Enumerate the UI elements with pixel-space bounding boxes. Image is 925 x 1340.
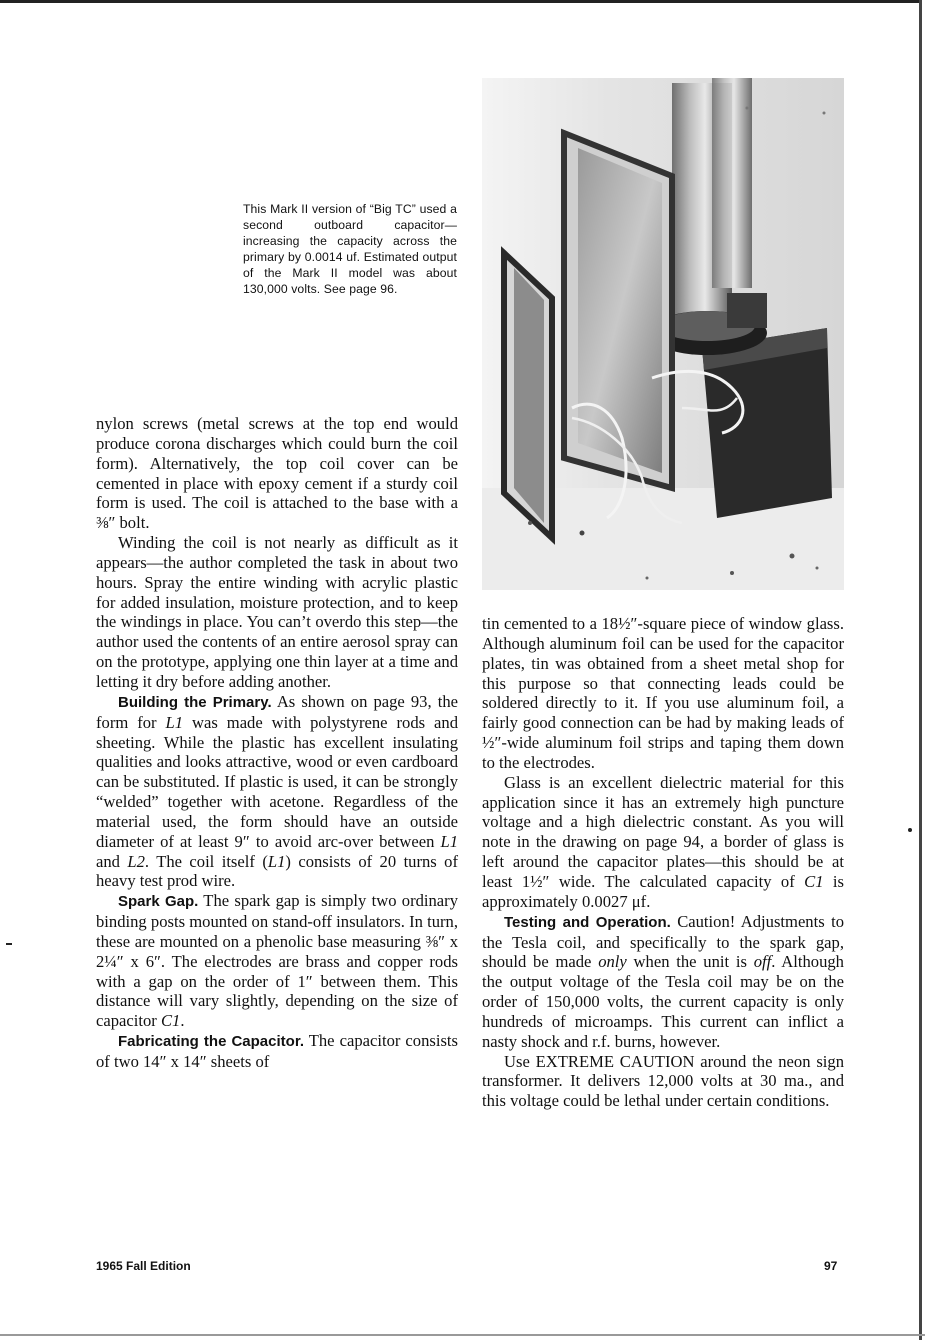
paragraph: nylon screws (metal screws at the top end would produce corona discharges which could burn the coil form). Alternatively, the top coil cover can be cemented in place with epoxy cement if a sturdy coil form is used. The coil is attached to the base with a ⅜″ bolt. (96, 414, 458, 533)
margin-mark (908, 828, 912, 832)
paragraph: Building the Primary. As shown on page 93, the form for L1 was made with polystyrene rods and sheeting. While the plastic has excellent insulating qualities and looks attractive, wood or even cardboard can be substituted. If plastic is used, it can be strongly “welded” together with acetone. Regardless of the material used, the form should have an outside diameter of at least 9″ to avoid arc-over between L1 and L2. The coil itself (L1) consists of 20 turns of heavy test prod wire. (96, 691, 459, 891)
paragraph: tin cemented to a 18½″-square piece of window glass. Although aluminum foil can be used for the capacitor plates, tin was obtained from a sheet metal shop for this purpose so that connecting leads could be soldered directly to it. If you use aluminum foil, a fairly good connection can be had by making leads of ½″-wide aluminum foil strips and taping them down to the electrodes. (482, 614, 844, 772)
paragraph: Winding the coil is not nearly as difficult as it appears—the author completed the task in about two hours. Spray the entire winding with acrylic plastic for added insulation, moisture protection, and to keep the windings in place. You can’t overdo this step—the author used the contents of an entire aerosol spray can on the prototype, applying one thin layer at a time and letting it dry before adding another. (96, 533, 458, 691)
photo-caption: This Mark II version of “Big TC” used a second outboard capacitor—increasing the capacity across the primary by 0.0014 uf. Estimated output of the Mark II model was about 130,000 volts. See page 96. (243, 202, 457, 296)
section-heading: Building the Primary. (118, 693, 272, 711)
left-column (96, 414, 458, 1072)
top-rule (0, 0, 920, 3)
paragraph: Fabricating the Capacitor. The capacitor consists of two 14″ x 14″ sheets of (96, 1031, 458, 1071)
margin-mark (6, 943, 12, 945)
paragraph: Glass is an excellent dielectric material for this application since it has an extremely high puncture voltage and a high dielectric constant. As you will note in the drawing on page 94, a border of glass is left around the capacitor plates—this should be at least 1½″ wide. The calculated capacity of C1 is approximately 0.0027 μf. (482, 772, 845, 911)
section-heading: Fabricating the Capacitor. (118, 1033, 304, 1051)
paragraph: Use EXTREME CAUTION around the neon sign transformer. It delivers 12,000 volts at 30 ma., and this voltage could be lethal under certain conditions. (482, 1051, 844, 1111)
tesla-coil-photo (482, 78, 844, 590)
bottom-rule (0, 1334, 925, 1336)
right-column (482, 614, 844, 1111)
paragraph: Spark Gap. The spark gap is simply two ordinary binding posts mounted on stand-off insulators. In turn, these are mounted on a phenolic base measuring ⅜″ x 2¼″ x 6″. The electrodes are brass and copper rods with a gap on the order of 1″ between them. This distance will vary slightly, depending on the size of capacitor C1. (96, 891, 458, 1031)
page-number: 97 (824, 1259, 838, 1273)
footer-edition: 1965 Fall Edition (96, 1259, 191, 1273)
discharge-rod (712, 78, 752, 288)
paragraph: Testing and Operation. Caution! Adjustments to the Tesla coil, and specifically to the spark gap, should be made only when the unit is off. Although the output voltage of the Tesla coil may be on the order of 150,000 volts, the current capacity is only hundreds of microamps. This current can inflict a nasty shock and r.f. burns, however. (482, 911, 844, 1051)
right-edge-rule (919, 0, 922, 1340)
coil-collar (727, 293, 767, 328)
section-heading: Testing and Operation. (504, 913, 671, 931)
section-heading: Spark Gap. (118, 893, 199, 911)
capacitor-plate-front (514, 268, 544, 523)
